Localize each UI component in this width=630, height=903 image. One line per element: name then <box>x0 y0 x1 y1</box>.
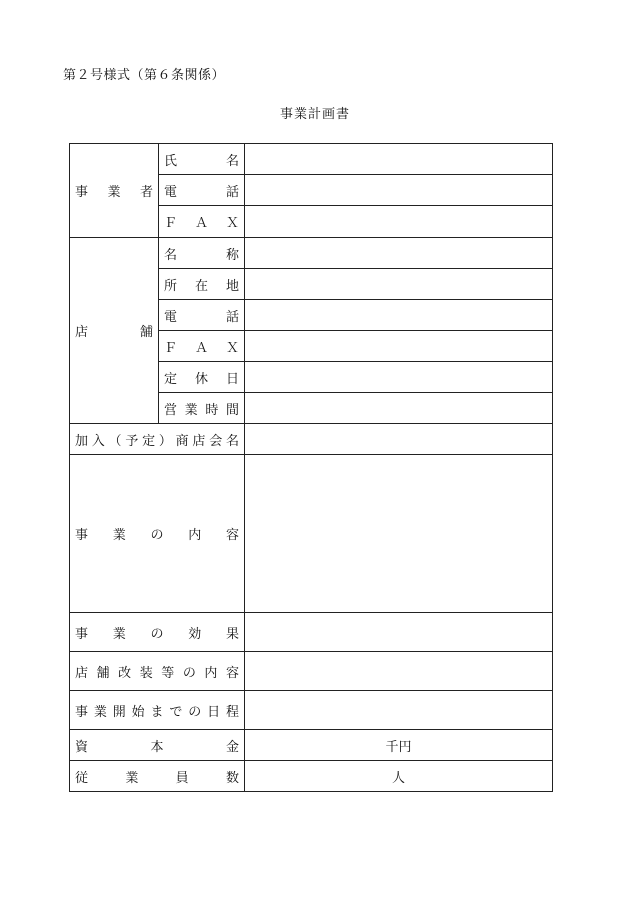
table-row <box>70 761 553 792</box>
renovation-label: 店舗改装等の内容 <box>70 652 245 691</box>
form-number: 第２号様式（第６条関係） <box>63 68 226 83</box>
schedule-label: 事業開始までの日程 <box>70 691 245 730</box>
store-fax-field[interactable] <box>245 331 553 362</box>
store-hours-field[interactable] <box>245 393 553 424</box>
operator-group-label: 事 業 者 <box>70 144 159 238</box>
store-phone-label: 電 話 <box>159 300 245 331</box>
association-field[interactable] <box>245 424 553 455</box>
operator-fax-label: Ｆ Ａ Ｘ <box>159 206 245 238</box>
table-row <box>70 652 553 691</box>
operator-fax-field[interactable] <box>245 206 553 238</box>
store-holiday-field[interactable] <box>245 362 553 393</box>
store-hours-label: 営業時間 <box>159 393 245 424</box>
capital-field[interactable]: 千円 <box>245 730 553 761</box>
business-plan-table <box>69 143 553 792</box>
renovation-field[interactable] <box>245 652 553 691</box>
table-row <box>70 144 553 175</box>
table-row <box>70 238 553 269</box>
store-address-field[interactable] <box>245 269 553 300</box>
table-row <box>70 730 553 761</box>
business-content-field[interactable] <box>245 455 553 613</box>
store-phone-field[interactable] <box>245 300 553 331</box>
operator-phone-label: 電 話 <box>159 175 245 206</box>
table-row <box>70 455 553 613</box>
document-title: 事業計画書 <box>279 107 350 122</box>
store-holiday-label: 定 休 日 <box>159 362 245 393</box>
operator-phone-field[interactable] <box>245 175 553 206</box>
operator-name-field[interactable] <box>245 144 553 175</box>
association-label: 加入（予定）商店会名 <box>70 424 245 455</box>
table-row <box>70 691 553 730</box>
store-name-label: 名 称 <box>159 238 245 269</box>
store-name-field[interactable] <box>245 238 553 269</box>
schedule-field[interactable] <box>245 691 553 730</box>
employees-field[interactable]: 人 <box>245 761 553 792</box>
business-effect-field[interactable] <box>245 613 553 652</box>
store-fax-label: Ｆ Ａ Ｘ <box>159 331 245 362</box>
table-row <box>70 424 553 455</box>
capital-label: 資 本 金 <box>70 730 245 761</box>
business-content-label: 事業の内容 <box>70 455 245 613</box>
store-address-label: 所 在 地 <box>159 269 245 300</box>
operator-name-label: 氏 名 <box>159 144 245 175</box>
table-row <box>70 613 553 652</box>
employees-label: 従 業 員 数 <box>70 761 245 792</box>
store-group-label: 店 舗 <box>70 238 159 424</box>
business-effect-label: 事業の効果 <box>70 613 245 652</box>
